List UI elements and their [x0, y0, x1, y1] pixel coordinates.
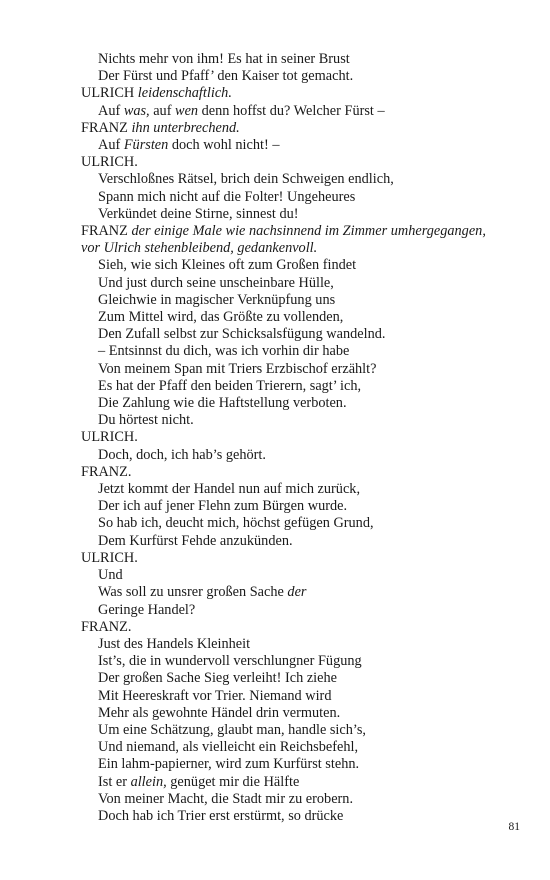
line-text: Sieh, wie sich Kleines oft zum Großen findet: [98, 257, 357, 274]
speaker-line: [81, 120, 521, 137]
speaker-line: [81, 154, 521, 171]
line-text: Gleichwie in magischer Verknüpfung uns: [98, 291, 336, 308]
speaker-line: [81, 429, 521, 446]
stage-direction-text: allein,: [130, 773, 167, 790]
verse-line: [81, 326, 521, 343]
stage-direction-text: ihn unterbrechend.: [131, 119, 240, 136]
stage-direction-text: Fürsten: [123, 137, 169, 154]
stage-direction-text: wen: [175, 102, 199, 119]
verse-line: [81, 309, 521, 326]
line-text: ULRICH.: [81, 549, 138, 566]
speaker-line: [81, 619, 521, 636]
line-text: ULRICH.: [81, 429, 138, 446]
verse-line: [81, 361, 521, 378]
verse-line: [81, 498, 521, 515]
line-text: FRANZ.: [81, 618, 132, 635]
line-text: Auf: [98, 137, 124, 154]
line-text: Um eine Schätzung, glaubt man, handle sich’s,: [98, 721, 367, 738]
verse-line: [81, 378, 521, 395]
drama-text: [81, 51, 521, 825]
line-text: genüget mir die Hälfte: [166, 773, 300, 790]
verse-line: [81, 584, 521, 601]
line-text: Doch, doch, ich hab’s gehört.: [98, 446, 266, 463]
verse-line: [81, 171, 521, 188]
verse-line: [81, 636, 521, 653]
line-text: Der ich auf jener Flehn zum Bürgen wurde.: [98, 498, 348, 515]
verse-line: [81, 189, 521, 206]
line-text: FRANZ: [81, 119, 132, 136]
stage-direction-text: leidenschaftlich.: [137, 85, 232, 102]
line-text: – Entsinnst du dich, was ich vorhin dir habe: [98, 343, 350, 360]
verse-line: [81, 412, 521, 429]
line-text: doch wohl nicht! –: [168, 137, 280, 154]
line-text: Verkündet deine Stirne, sinnest du!: [98, 205, 299, 222]
verse-line: [81, 447, 521, 464]
line-text: Was soll zu unsrer großen Sache: [98, 584, 288, 601]
verse-line: [81, 808, 521, 825]
verse-line: [81, 395, 521, 412]
line-text: Von meinem Span mit Triers Erzbischof erzählt?: [98, 360, 377, 377]
line-text: denn hoffst du? Welcher Fürst –: [198, 102, 385, 119]
line-text: Der großen Sache Sieg verleiht! Ich ziehe: [98, 670, 337, 687]
line-text: Die Zahlung wie die Haftstellung verboten.: [98, 395, 347, 412]
line-text: Mehr als gewohnte Händel drin vermuten.: [98, 704, 341, 721]
verse-line: [81, 343, 521, 360]
verse-line: [81, 481, 521, 498]
verse-line: [81, 515, 521, 532]
line-text: Und niemand, als vielleicht ein Reichsbefehl,: [98, 739, 359, 756]
line-text: Ein lahm-papierner, wird zum Kurfürst stehn.: [98, 756, 360, 773]
verse-line: [81, 774, 521, 791]
verse-line: [81, 68, 521, 85]
verse-line: [81, 602, 521, 619]
speaker-line: [81, 85, 521, 102]
line-text: Nichts mehr von ihm! Es hat in seiner Brust: [98, 51, 350, 67]
stage-direction-text: vor Ulrich stehenbleibend, gedankenvoll.: [81, 240, 318, 257]
verse-line: [81, 51, 521, 68]
line-text: Den Zufall selbst zur Schicksalsfügung wandelnd.: [98, 326, 386, 343]
verse-line: [81, 257, 521, 274]
stage-direction-text: der einige Male wie nachsinnend im Zimmer umhergegangen,: [131, 223, 486, 240]
verse-line: [81, 739, 521, 756]
page-number: 81: [508, 821, 520, 833]
line-text: Und: [98, 567, 123, 584]
verse-line: [81, 567, 521, 584]
stage-direction-text: was,: [123, 102, 150, 119]
line-text: Ist er: [98, 773, 131, 790]
line-text: auf: [149, 102, 176, 119]
verse-line: [81, 688, 521, 705]
line-text: Ist’s, die in wundervoll verschlungner Fügung: [98, 653, 362, 670]
verse-line: [81, 206, 521, 223]
verse-line: [81, 533, 521, 550]
line-text: ULRICH.: [81, 154, 138, 171]
line-text: Auf: [98, 102, 124, 119]
line-text: Geringe Handel?: [98, 601, 196, 618]
line-text: Der Fürst und Pfaff’ den Kaiser tot gemacht.: [98, 68, 354, 85]
speaker-line: [81, 464, 521, 481]
verse-line: [81, 275, 521, 292]
line-text: Von meiner Macht, die Stadt mir zu erobern.: [98, 790, 354, 807]
line-text: Spann mich nicht auf die Folter! Ungeheures: [98, 188, 356, 205]
line-text: Dem Kurfürst Fehde anzukünden.: [98, 532, 293, 549]
line-text: FRANZ.: [81, 463, 132, 480]
line-text: Du hörtest nicht.: [98, 412, 194, 429]
line-text: FRANZ: [81, 223, 132, 240]
speaker-line: [81, 550, 521, 567]
stage-direction-text: der: [287, 584, 307, 601]
line-text: Jetzt kommt der Handel nun auf mich zurück,: [98, 481, 361, 498]
speaker-line: [81, 223, 521, 240]
line-text: Zum Mittel wird, das Größte zu vollenden,: [98, 309, 344, 326]
verse-line: [81, 756, 521, 773]
verse-line: [81, 103, 521, 120]
line-text: Und just durch seine unscheinbare Hülle,: [98, 274, 334, 291]
verse-line: [81, 670, 521, 687]
line-text: Es hat der Pfaff den beiden Trierern, sagt’ ich,: [98, 377, 362, 394]
line-text: Doch hab ich Trier erst erstürmt, so drücke: [98, 807, 344, 824]
verse-line: [81, 722, 521, 739]
line-text: Verschloßnes Rätsel, brich dein Schweigen endlich,: [98, 171, 394, 188]
verse-line: [81, 137, 521, 154]
line-text: ULRICH: [81, 85, 138, 102]
verse-line: [81, 292, 521, 309]
verse-line: [81, 791, 521, 808]
speaker-line: [81, 240, 521, 257]
verse-line: [81, 653, 521, 670]
line-text: Mit Heereskraft vor Trier. Niemand wird: [98, 687, 332, 704]
verse-line: [81, 705, 521, 722]
line-text: Just des Handels Kleinheit: [98, 635, 251, 652]
line-text: So hab ich, deucht mich, höchst gefügen Grund,: [98, 515, 374, 532]
